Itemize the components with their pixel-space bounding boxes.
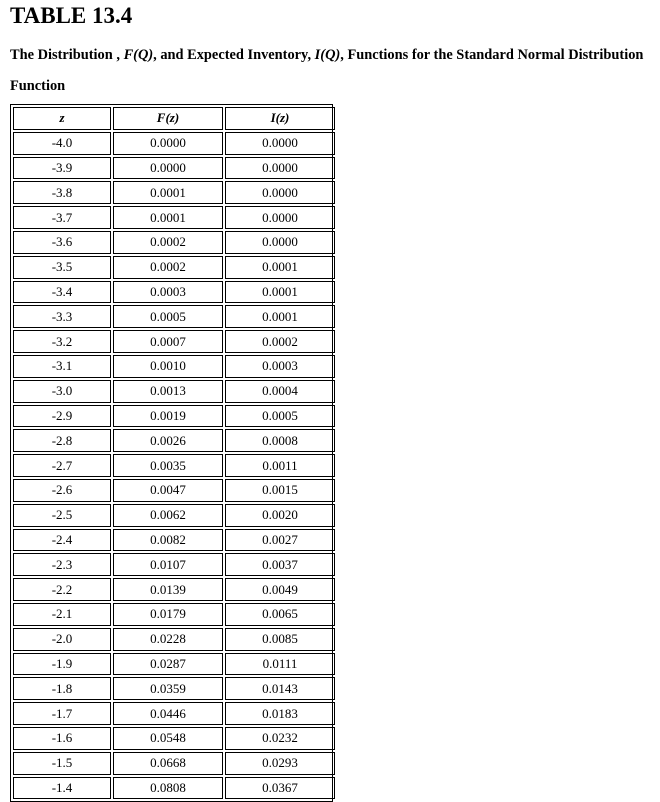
table-row xyxy=(13,702,335,725)
z-value-cell: -2.4 xyxy=(13,529,111,552)
i-value-cell: 0.0143 xyxy=(225,677,335,700)
caption-f-function: F(Q) xyxy=(123,47,154,63)
i-value-cell: 0.0000 xyxy=(225,206,335,229)
page-title: TABLE 13.4 xyxy=(10,3,133,28)
z-value-cell: -3.4 xyxy=(13,281,111,304)
i-value-cell: 0.0005 xyxy=(225,405,335,428)
table-row xyxy=(13,281,335,304)
table-row xyxy=(13,206,335,229)
caption-part-3: , Functions for the Standard Normal Distribution Function xyxy=(10,47,644,94)
f-value-cell: 0.0001 xyxy=(113,181,223,204)
f-value-cell: 0.0107 xyxy=(113,553,223,576)
f-value-cell: 0.0019 xyxy=(113,405,223,428)
i-value-cell: 0.0008 xyxy=(225,429,335,452)
z-value-cell: -1.8 xyxy=(13,677,111,700)
f-value-cell: 0.0013 xyxy=(113,380,223,403)
f-value-cell: 0.0668 xyxy=(113,752,223,775)
i-value-cell: 0.0000 xyxy=(225,181,335,204)
table-row xyxy=(13,305,335,328)
table-row xyxy=(13,181,335,204)
table-row xyxy=(13,231,335,254)
i-value-cell: 0.0015 xyxy=(225,479,335,502)
table-row xyxy=(13,628,335,651)
z-value-cell: -2.9 xyxy=(13,405,111,428)
i-value-cell: 0.0004 xyxy=(225,380,335,403)
column-header-f: F(z) xyxy=(113,107,223,130)
table-row xyxy=(13,429,335,452)
table-row xyxy=(13,380,335,403)
table-row xyxy=(13,553,335,576)
f-value-cell: 0.0047 xyxy=(113,479,223,502)
i-value-cell: 0.0000 xyxy=(225,231,335,254)
table-row xyxy=(13,578,335,601)
table-row xyxy=(13,132,335,155)
i-value-cell: 0.0000 xyxy=(225,157,335,180)
i-value-cell: 0.0293 xyxy=(225,752,335,775)
i-value-cell: 0.0232 xyxy=(225,727,335,750)
table-row xyxy=(13,603,335,626)
z-value-cell: -2.1 xyxy=(13,603,111,626)
i-value-cell: 0.0000 xyxy=(225,132,335,155)
table-body xyxy=(13,132,335,800)
table-row xyxy=(13,504,335,527)
z-value-cell: -1.6 xyxy=(13,727,111,750)
column-header-i: I(z) xyxy=(225,107,335,130)
i-value-cell: 0.0003 xyxy=(225,355,335,378)
z-value-cell: -3.9 xyxy=(13,157,111,180)
z-value-cell: -3.0 xyxy=(13,380,111,403)
i-value-cell: 0.0011 xyxy=(225,454,335,477)
f-value-cell: 0.0001 xyxy=(113,206,223,229)
f-value-cell: 0.0228 xyxy=(113,628,223,651)
z-value-cell: -3.8 xyxy=(13,181,111,204)
caption-part-1: The Distribution , xyxy=(10,47,120,63)
z-value-cell: -1.5 xyxy=(13,752,111,775)
f-value-cell: 0.0007 xyxy=(113,330,223,353)
column-header-z: z xyxy=(13,107,111,130)
distribution-table-frame xyxy=(10,104,333,802)
table-caption xyxy=(10,40,656,102)
z-value-cell: -3.7 xyxy=(13,206,111,229)
z-value-cell: -2.6 xyxy=(13,479,111,502)
i-value-cell: 0.0183 xyxy=(225,702,335,725)
table-row xyxy=(13,454,335,477)
table-row xyxy=(13,752,335,775)
f-value-cell: 0.0035 xyxy=(113,454,223,477)
z-value-cell: -1.7 xyxy=(13,702,111,725)
z-value-cell: -1.9 xyxy=(13,653,111,676)
table-row xyxy=(13,777,335,800)
z-value-cell: -2.5 xyxy=(13,504,111,527)
z-value-cell: -4.0 xyxy=(13,132,111,155)
z-value-cell: -2.7 xyxy=(13,454,111,477)
i-value-cell: 0.0037 xyxy=(225,553,335,576)
caption-i-function: I(Q) xyxy=(314,47,341,63)
z-value-cell: -2.3 xyxy=(13,553,111,576)
table-row xyxy=(13,330,335,353)
z-value-cell: -2.8 xyxy=(13,429,111,452)
f-value-cell: 0.0179 xyxy=(113,603,223,626)
z-value-cell: -3.6 xyxy=(13,231,111,254)
z-value-cell: -3.1 xyxy=(13,355,111,378)
z-value-cell: -2.0 xyxy=(13,628,111,651)
f-value-cell: 0.0082 xyxy=(113,529,223,552)
i-value-cell: 0.0367 xyxy=(225,777,335,800)
f-value-cell: 0.0139 xyxy=(113,578,223,601)
distribution-table xyxy=(11,105,337,801)
f-value-cell: 0.0808 xyxy=(113,777,223,800)
table-row xyxy=(13,157,335,180)
z-value-cell: -3.2 xyxy=(13,330,111,353)
f-value-cell: 0.0548 xyxy=(113,727,223,750)
table-row xyxy=(13,653,335,676)
table-row xyxy=(13,727,335,750)
i-value-cell: 0.0001 xyxy=(225,256,335,279)
table-row xyxy=(13,479,335,502)
i-value-cell: 0.0001 xyxy=(225,305,335,328)
f-value-cell: 0.0000 xyxy=(113,157,223,180)
f-value-cell: 0.0287 xyxy=(113,653,223,676)
i-value-cell: 0.0002 xyxy=(225,330,335,353)
z-value-cell: -3.3 xyxy=(13,305,111,328)
z-value-cell: -1.4 xyxy=(13,777,111,800)
i-value-cell: 0.0085 xyxy=(225,628,335,651)
table-row xyxy=(13,529,335,552)
f-value-cell: 0.0359 xyxy=(113,677,223,700)
z-value-cell: -3.5 xyxy=(13,256,111,279)
f-value-cell: 0.0062 xyxy=(113,504,223,527)
i-value-cell: 0.0020 xyxy=(225,504,335,527)
i-value-cell: 0.0065 xyxy=(225,603,335,626)
z-value-cell: -2.2 xyxy=(13,578,111,601)
table-row xyxy=(13,405,335,428)
f-value-cell: 0.0002 xyxy=(113,231,223,254)
f-value-cell: 0.0005 xyxy=(113,305,223,328)
caption-part-2: , and Expected Inventory, xyxy=(153,47,312,63)
f-value-cell: 0.0010 xyxy=(113,355,223,378)
i-value-cell: 0.0027 xyxy=(225,529,335,552)
table-row xyxy=(13,677,335,700)
i-value-cell: 0.0049 xyxy=(225,578,335,601)
i-value-cell: 0.0001 xyxy=(225,281,335,304)
f-value-cell: 0.0000 xyxy=(113,132,223,155)
f-value-cell: 0.0003 xyxy=(113,281,223,304)
table-row xyxy=(13,256,335,279)
i-value-cell: 0.0111 xyxy=(225,653,335,676)
f-value-cell: 0.0446 xyxy=(113,702,223,725)
table-header-row xyxy=(13,107,335,130)
f-value-cell: 0.0026 xyxy=(113,429,223,452)
table-row xyxy=(13,355,335,378)
f-value-cell: 0.0002 xyxy=(113,256,223,279)
